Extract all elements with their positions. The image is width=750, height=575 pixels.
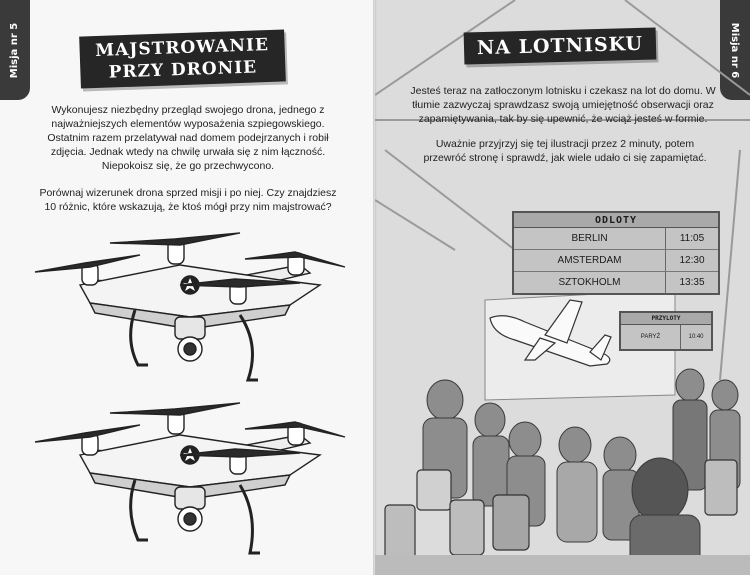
task-paragraph: Uważnie przyjrzyj się tej ilustracji przez 2 minuty, potem przewróć stronę i sprawdź, jak wiele udało ci się zapamiętać. [423,138,707,164]
mission-tab-left [0,0,30,100]
departures-row [514,272,718,294]
departure-city: BERLIN [514,228,666,249]
arrivals-board-title: PRZYLOTY [621,313,711,325]
departure-time: 13:35 [679,277,705,288]
drone-illustration-after [30,395,348,565]
page-title-line-2: PRZY DRONIE [108,57,258,83]
drone-illustration-before [30,225,348,395]
departures-row [514,250,718,272]
mission-tab-label: Misja nr 6 [729,22,741,78]
page-title-banner [79,29,286,88]
intro-paragraph: Wykonujesz niezbędny przegląd swojego drona, jednego z najważniejszych elementów wyposażenia szpiegowskiego. Ostatnim razem przelatywał nad domem podejrzanych i robił zdjęcia. Jednak wtedy na chwilę urwała się z nim łączność. Niepokoisz się, że go przechwycono. [47,104,329,172]
page-title-banner: NA LOTNISKU [464,27,657,64]
mission-tab-label: Misja nr 5 [9,22,21,78]
departures-board-title: ODLOTY [514,213,718,228]
departures-board [512,211,720,295]
arrival-time: 10:40 [688,334,704,340]
arrivals-row [621,325,711,349]
intro-paragraph: Jesteś teraz na zatłoczonym lotnisku i czekasz na lot do domu. W tłumie zazwyczaj sprawdzasz swoją umiejętność obserwacji oraz zapamiętywania, tak by się upewnić, że wciąż jesteś w formie. [410,85,716,125]
task-paragraph: Porównaj wizerunek drona sprzed misji i po niej. Czy znajdziesz 10 różnic, które wskazują, że ktoś mógł przy nim majstrować? [39,187,337,213]
departure-time: 12:30 [679,255,705,266]
departure-time: 11:05 [679,233,705,244]
arrivals-board [619,311,713,351]
arrival-city: PARYŻ [621,325,681,349]
page-title-line-1: MAJSTROWANIE [95,34,270,62]
departures-row [514,228,718,250]
departure-city: AMSTERDAM [514,250,666,271]
departure-city: SZTOKHOLM [514,272,666,294]
